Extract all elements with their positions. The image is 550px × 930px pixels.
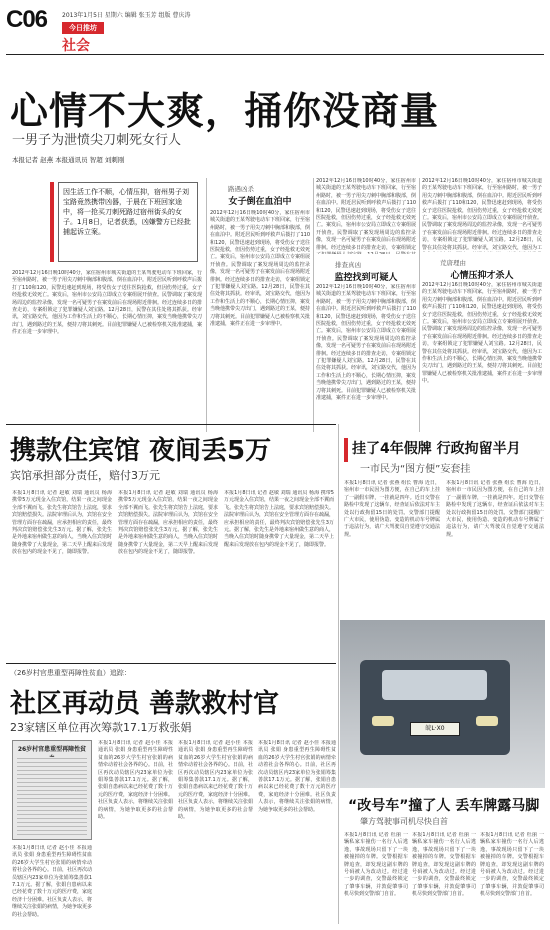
story1-lead: 因生活工作不顺，心情压抑，宿州男子刘宝路竟然携带凶器，于晨在下班回家途中，将一抢买刀刺死路过宿州街头的女子。1月8日，记者获悉，凶嫌警方已经批捕起诉立案。: [58, 182, 198, 262]
story1-byline: 本报记者 赵燕 本报通讯员 智超 刘刺刚: [12, 156, 125, 164]
masthead-meta: 2013年1月5日 星期六 编辑 张玉芳 组版 曹庆涛: [62, 12, 191, 19]
story5-subheadline: 肇方驾驶事司机尽快自首: [360, 817, 448, 826]
story4-credit: （26岁村官患重型再障性贫血）追踪：: [10, 669, 131, 677]
story1-section1-subheading: 女子倒在血泊中: [228, 197, 292, 207]
story1-column0: 2012年12月16日晚10时40分，家住宿州市城关街道的王某驾驶电动车下班回家，行至宿州路时，被一男子用尖刀刺中胸部和腹部，倒在血泊中。附近居民听到呼救声后拨打了110和120，民警迅速赶到现场，将受伤女子送往医院抢救，但因伤势过重，女子经抢救无效死亡。案发后，宿州市公安局立即成立专案组展开侦查。民警调取了案发现场周边的监控录像，发现一名可疑男子在案发前后在现场附近徘徊。经过连续多日的排查走访，专案组锁定了犯罪嫌疑人刘宝路。12月28日，民警在其住处将其抓获。经审讯，刘宝路交代，他因为工作和生活上的不顺心，长期心情压抑，案发当晚他携带尖刀出门，遇到路过的王某，便持刀将其刺死。目前犯罪嫌疑人已被检察机关批准逮捕，案件正在进一步审理中。: [12, 270, 202, 336]
story2-column1: 本报1月8日讯 记者 赵敏 刘瑞 通讯员 杨海 携带5万元现金入住宾馆，结果一夜之间现金全部不翼而飞。张先生将宾馆告上法庭，要求宾馆赔偿损失。法院审理后认为，宾馆在安全管理方面存在疏漏，应承担相应的责任，最终判决宾馆赔偿张先生3万元。据了解，张先生是外地来宿州做生意的商人，当晚入住宾馆时随身携带了大量现金，第二天早上醒来后发现放在包内的现金不见了，随即报警。: [12, 490, 112, 556]
story4-column1: 本报1月8日讯 记者 赵小佳 本报通讯员 张娟 身患重型再生障碍性贫血的26岁大学生村官张娟的病情牵动着社会各界的心。日前，社区再次动员辖区内23家单位为张娟筹集善款17.1万元。据了解，张娟自患病以来已经花费了数十万元的医疗费，家庭经济十分困难。社区负责人表示，将继续关注张娟的病情，为她争取更多的社会帮助。: [98, 740, 173, 821]
car-image: [360, 660, 510, 755]
story1-headline: 心情不大爽，捅你没商量: [10, 89, 440, 133]
story1-section2-subheading: 监控找到可疑人: [334, 273, 398, 283]
story1-column2a: 2012年12月16日晚10时40分，家住宿州市城关街道的王某驾驶电动车下班回家，行至宿州路时，被一男子用尖刀刺中胸部和腹部，倒在血泊中。附近居民听到呼救声后拨打了110和120，民警迅速赶到现场，将受伤女子送往医院抢救，但因伤势过重，女子经抢救无效死亡。案发后，宿州市公安局立即成立专案组展开侦查。民警调取了案发现场周边的监控录像，发现一名可疑男子在案发前后在现场附近徘徊。经过连续多日的排查走访，专案组锁定: [316, 178, 416, 251]
story4-photo: [12, 740, 92, 840]
story1-section3-heading: 荒唐理由: [440, 259, 466, 267]
page-number: C06: [6, 6, 48, 33]
car-headlight: [476, 716, 498, 726]
car-windshield: [382, 670, 487, 700]
column-rule: [419, 178, 420, 432]
story5-column2: 本报1月8日讯 记者 杜丽 一辆私家车撞伤一名行人后逃逸，事故现场只留下了一块被撞掉的车牌。交警根据车牌追查，却发现这副车牌的号码被人为改动过。经过进一步的调查，交警最终锁定了肇事车辆，并敦促肇事司机尽快到交警部门自首。: [412, 832, 476, 898]
story5-column1: 本报1月8日讯 记者 杜丽 一辆私家车撞伤一名行人后逃逸，事故现场只留下了一块被撞掉的车牌。交警根据车牌追查，却发现这副车牌的号码被人为改动过。经过进一步的调查，交警最终锁定了肇事车辆，并敦促肇事司机尽快到交警部门自首。: [344, 832, 408, 898]
section-tag: 今日推坊: [62, 22, 104, 34]
story5-column3: 本报1月8日讯 记者 杜丽 一辆私家车撞伤一名行人后逃逸，事故现场只留下了一块被撞掉的车牌。交警根据车牌追查，却发现这副车牌的号码被人为改动过。经过进一步的调查，交警最终锁定了肇事车辆，并敦促肇事司机尽快到交警部门自首。: [480, 832, 544, 898]
story3-subheadline: 一市民为“图方便”妄套挂: [360, 464, 471, 475]
story2-column3: 本报1月8日讯 记者 赵敏 刘瑞 通讯员 杨海 携带5万元现金入住宾馆，结果一夜之间现金全部不翼而飞。张先生将宾馆告上法庭，要求宾馆赔偿损失。法院审理后认为，宾馆在安全管理方面存在疏漏，应承担相应的责任，最终判决宾馆赔偿张先生3万元。据了解，张先生是外地来宿州做生意的商人，当晚入住宾馆时随身携带了大量现金，第二天早上醒来后发现放在包内的现金不见了，随即报警。: [224, 490, 334, 548]
story1-subheadline: 一男子为泄愤尖刀刺死女行人: [12, 133, 182, 148]
story4-photo-caption: 26岁村官患重型再障性贫: [17, 746, 87, 753]
story4-rule: [6, 663, 336, 664]
column-rule: [206, 178, 207, 432]
newspaper-clipping-image: [17, 757, 87, 835]
car-plate: 皖L·X0: [410, 722, 460, 736]
story1-column2b: 2012年12月16日晚10时40分，家住宿州市城关街道的王某驾驶电动车下班回家，行至宿州路时，被一男子用尖刀刺中胸部和腹部，倒在血泊中。附近居民听到呼救声后拨打了110和120，民警迅速赶到现场，将受伤女子送往医院抢救，但因伤势过重，女子经抢救无效死亡。案发后，宿州市公安局立即成立专案组展开侦查。民警调取了案发现场周边的监控录像，发现一名可疑男子在案发前后在现场附近徘徊。经过连续多日的排查走访，专案组锁定了犯罪嫌疑人刘宝路。12月28日，民警在其住处将其抓获。经审讯，刘宝路交代，他因为工作和生活上的不顺心，长期心情压抑，案发当晚他携带尖刀出门，遇到路过的王某，便持刀将其刺死。目前犯罪嫌疑人已被检察机关批准逮捕，案件正在进一步审理中。: [316, 284, 416, 402]
story3-column1: 本报1月8日讯 记者 张燕 组长 曹海 近日，宿州市一市民因为图方便，在自己的车上挂了一副假车牌，一挂就是四年。近日交警在路检中发现了这辆车，经查证后依法对车主处以行政拘留15日的处罚。交警部门提醒广大市民，使用伪造、变造的机动车号牌属于违法行为，请广大驾驶员自觉遵守交通法规。: [344, 480, 440, 538]
story4-column0: 本报1月8日讯 记者 赵小佳 本报通讯员 张娟 身患重型再生障碍性贫血的26岁大学生村官张娟的病情牵动着社会各界的心。日前，社区再次动员辖区内23家单位为张娟筹集善款17.1万元。据了解，张娟自患病以来已经花费了数十万元的医疗费，家庭经济十分困难。社区负责人表示，将继续关注张娟的病情，为她争取更多的社会帮助。: [12, 845, 92, 918]
story3-headline: 挂了4年假牌 行政拘留半月: [352, 441, 521, 457]
story5-headline: “改号车”撞了人 丢车牌露马脚: [348, 798, 540, 814]
section-title: 社会: [62, 38, 90, 54]
car-headlight: [372, 716, 394, 726]
lead-accent: [50, 182, 54, 262]
column-rule: [313, 178, 314, 432]
story3-accent: [344, 438, 348, 462]
story1-section3-subheading: 心情压抑才杀人: [450, 271, 514, 281]
story4-headline: 社区再动员 善款救村官: [10, 689, 280, 719]
story1-column1: 2012年12月16日晚10时40分，家住宿州市城关街道的王某驾驶电动车下班回家，行至宿州路时，被一男子用尖刀刺中胸部和腹部，倒在血泊中。附近居民听到呼救声后拨打了110和120，民警迅速赶到现场，将受伤女子送往医院抢救，但因伤势过重，女子经抢救无效死亡。案发后，宿州市公安局立即成立专案组展开侦查。民警调取了案发现场周边的监控录像，发现一名可疑男子在案发前后在现场附近徘徊。经过连续多日的排查走访，专案组锁定了犯罪嫌疑人刘宝路。12月28日，民警在其住处将其抓获。经审讯，刘宝路交代，他因为工作和生活上的不顺心，长期心情压抑，案发当晚他携带尖刀出门，遇到路过的王某，便持刀将其刺死。目前犯罪嫌疑人已被检察机关批准逮捕，案件正在进一步审理中。: [210, 210, 310, 328]
story5-photo: [340, 620, 545, 788]
story4-subheadline: 23家辖区单位再次筹款17.1万救张娟: [10, 721, 192, 734]
story4-column3: 本报1月8日讯 记者 赵小佳 本报通讯员 张娟 身患重型再生障碍性贫血的26岁大学生村官张娟的病情牵动着社会各界的心。日前，社区再次动员辖区内23家单位为张娟筹集善款17.1万元。据了解，张娟自患病以来已经花费了数十万元的医疗费，家庭经济十分困难。社区负责人表示，将继续关注张娟的病情，为她争取更多的社会帮助。: [258, 740, 336, 813]
story2-headline: 携款住宾馆 夜间丢5万: [10, 436, 272, 466]
column-rule: [338, 424, 339, 924]
story1-column3b: 2012年12月16日晚10时40分，家住宿州市城关街道的王某驾驶电动车下班回家，行至宿州路时，被一男子用尖刀刺中胸部和腹部，倒在血泊中。附近居民听到呼救声后拨打了110和120，民警迅速赶到现场，将受伤女子送往医院抢救，但因伤势过重，女子经抢救无效死亡。案发后，宿州市公安局立即成立专案组展开侦查。民警调取了案发现场周边的监控录像，发现一名可疑男子在案发前后在现场附近徘徊。经过连续多日的排查走访，专案组锁定了犯罪嫌疑人刘宝路。12月28日，民警在其住处将其抓获。经审讯，刘宝路交代，他因为工作和生活上的不顺心，长期心情压抑，案发当晚他携带尖刀出门，遇到路过的王某，便持刀将其刺死。目前犯罪嫌疑人已被检察机关批准逮捕，案件正在进一步审理中。: [422, 282, 542, 385]
story1-column3a: 2012年12月16日晚10时40分，家住宿州市城关街道的王某驾驶电动车下班回家，行至宿州路时，被一男子用尖刀刺中胸部和腹部，倒在血泊中。附近居民听到呼救声后拨打了110和120，民警迅速赶到现场，将受伤女子送往医院抢救，但因伤势过重，女子经抢救无效死亡。案发后，宿州市公安局立即成立专案组展开侦查。民警调取了案发现场周边的监控录像，发现一名可疑男子在案发前后在现场附近徘徊。经过连续多日的排查走访，专案组锁定了犯罪嫌疑人刘宝路。12月28日，民警在其住处将其抓获。经审讯，刘宝路交代，他因为工: [422, 178, 542, 251]
story1-section2-heading: 排查真凶: [335, 261, 361, 269]
story4-column2: 本报1月8日讯 记者 赵小佳 本报通讯员 张娟 身患重型再生障碍性贫血的26岁大学生村官张娟的病情牵动着社会各界的心。日前，社区再次动员辖区内23家单位为张娟筹集善款17.1万元。据了解，张娟自患病以来已经花费了数十万元的医疗费，家庭经济十分困难。社区负责人表示，将继续关注张娟的病情，为她争取更多的社会帮助。: [178, 740, 253, 821]
story2-column2: 本报1月8日讯 记者 赵敏 刘瑞 通讯员 杨海 携带5万元现金入住宾馆，结果一夜之间现金全部不翼而飞。张先生将宾馆告上法庭，要求宾馆赔偿损失。法院审理后认为，宾馆在安全管理方面存在疏漏，应承担相应的责任，最终判决宾馆赔偿张先生3万元。据了解，张先生是外地来宿州做生意的商人，当晚入住宾馆时随身携带了大量现金，第二天早上醒来后发现放在包内的现金不见了，随即报警。: [118, 490, 218, 556]
story2-rule: [6, 424, 336, 425]
story3-column2: 本报1月8日讯 记者 张燕 组长 曹海 近日，宿州市一市民因为图方便，在自己的车上挂了一副假车牌，一挂就是四年。近日交警在路检中发现了这辆车，经查证后依法对车主处以行政拘留15日的处罚。交警部门提醒广大市民，使用伪造、变造的机动车号牌属于违法行为，请广大驾驶员自觉遵守交通法规。: [446, 480, 544, 538]
story2-subheadline: 宾馆承担部分责任，赔付3万元: [10, 469, 160, 482]
story1-section1-heading: 路遇凶杀: [228, 185, 254, 193]
masthead-rule: [6, 54, 544, 55]
